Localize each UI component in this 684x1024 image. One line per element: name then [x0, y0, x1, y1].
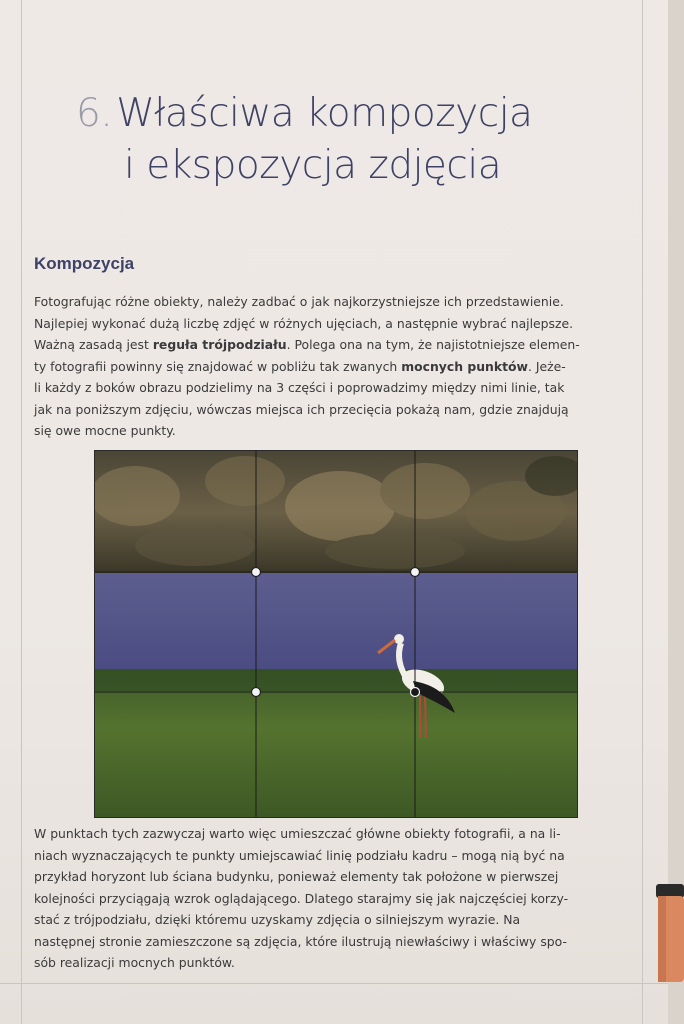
meadow: [95, 669, 577, 817]
text-line: li każdy z boków obrazu podzielimy na 3 części i poprowadzimy między nimi linie, tak: [34, 380, 565, 395]
text-line: następnej stronie zamieszczone są zdjęcia, które ilustrują niewłaściwy i właściwy spo-: [34, 933, 567, 949]
intro-paragraph: [34, 291, 634, 334]
text-fragment: ty fotografii powinny się znajdować w pobliżu tak zwanych: [34, 358, 402, 374]
film-canister-object: [656, 884, 684, 984]
strong-points-paragraph: [34, 823, 634, 974]
text-line: się owe mocne punkty.: [34, 423, 176, 438]
stork-photo-with-thirds-grid: [94, 450, 578, 818]
chapter-title-line2: i ekspozycja zdjęcia: [124, 143, 502, 188]
grass-edge: [95, 669, 577, 691]
text-fragment: Ważną zasadą jest: [34, 337, 153, 352]
text-line: kolejności przyciągają wzrok oglądającego. Dlatego starajmy się jak najczęściej korzy-: [34, 890, 569, 906]
chapter-number: 6.: [76, 91, 113, 136]
bold-term-rule-of-thirds: reguła trójpodziału: [152, 337, 287, 352]
text-line: niach wyznaczających te punkty umiejscawiać linię podziału kadru – mogą nią być na: [34, 847, 565, 863]
text-line: Fotografując różne obiekty, należy zadbać o jak najkorzystniejsze ich przedstawienie.: [34, 294, 564, 309]
text-line: przykład horyzont lub ściana budynku, ponieważ elementy tak położone w pierwszej: [34, 869, 559, 884]
text-line: [34, 356, 634, 378]
text-fragment: . Polega ona na tym, że najistotniejsze elemen-: [286, 337, 580, 352]
left-margin-rule: [21, 0, 22, 1024]
text-line: sób realizacji mocnych punktów.: [34, 955, 235, 970]
text-line: jak na poniższym zdjęciu, wówczas miejsca ich przecięcia pokażą nam, gdzie znajdują: [34, 401, 569, 417]
rule-of-thirds-paragraph: [34, 334, 634, 442]
text-line: stać z trójpodziału, dzięki któremu uzyskamy zdjęcia o silniejszym wyrazie. Na: [34, 912, 521, 927]
chapter-title: [76, 88, 636, 192]
section-heading: Kompozycja: [34, 254, 135, 273]
chapter-title-line1: Właściwa kompozycja: [116, 91, 533, 136]
right-margin-rule: [642, 0, 643, 1024]
text-fragment: . Jeże-: [527, 358, 566, 374]
bold-term-strong-points: mocnych punktów: [401, 358, 528, 374]
text-line: W punktach tych zazwyczaj warto więc umieszczać główne obiekty fotografii, a na li-: [34, 826, 561, 841]
text-line: Najlepiej wykonać dużą liczbę zdjęć w różnych ujęciach, a następnie wybrać najlepsze.: [34, 315, 574, 331]
text-line: [34, 334, 634, 356]
lake: [95, 573, 577, 671]
bottom-rule: [0, 983, 668, 984]
